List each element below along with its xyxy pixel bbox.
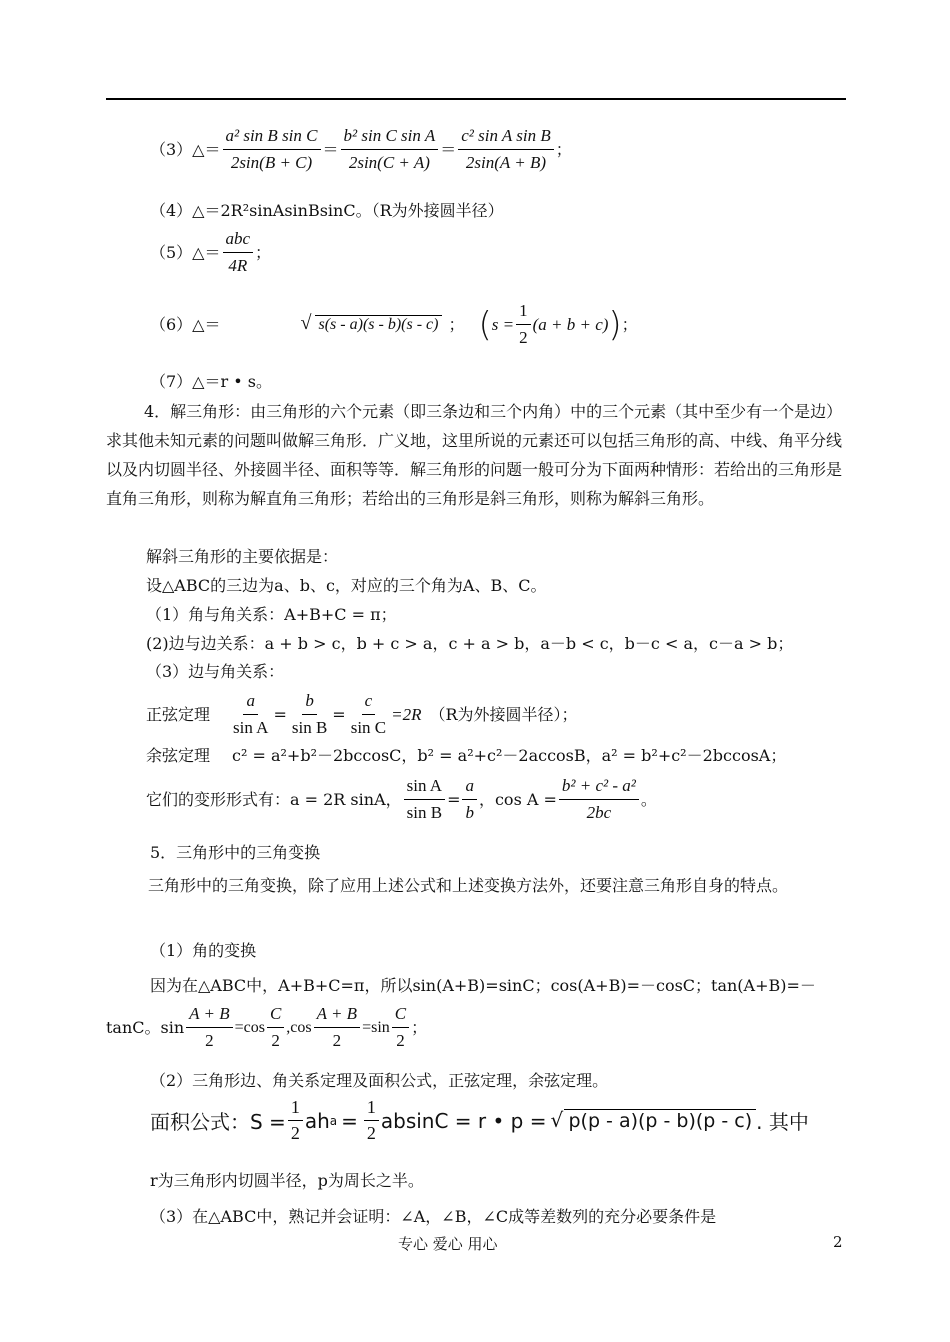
transform-2: （2）三角形边、角关系定理及面积公式，正弦定理，余弦定理。 — [150, 1071, 609, 1090]
transform-1: （1）角的变换 — [150, 941, 257, 960]
fraction: $\frac{\text{a² sin B sin C}}{2\sin(B + C)}$ — [223, 125, 321, 174]
formula-3: （3）△＝ $\frac{\text{a² sin B sin C}}{2\sin(B + C)}$ ＝ $\frac{\text{b² sin C sin A}}{2\sin(C + A)}$ ＝ $\frac{\text{c² sin A sin B}}{2\sin(A + B)}$ ； — [150, 126, 572, 172]
fraction: $\frac{\text{b² + c² - a²}}{2bc}$ — [559, 775, 639, 824]
sqrt-expression: √ s(s - a)(s - b)(s - c) — [301, 314, 443, 336]
fraction: $\frac{C}{2}$ — [392, 1003, 409, 1052]
fraction: $\frac{A + B}{2}$ — [186, 1003, 232, 1052]
page-number: 2 — [833, 1233, 843, 1251]
formula-5: （5）△＝ $\frac{\text{abc}}{4R}$ ； — [150, 229, 272, 275]
fraction: $\frac{1}{2}$ — [364, 1097, 379, 1144]
fraction: $\frac{C}{2}$ — [267, 1003, 284, 1052]
fraction: $\frac{\text{b² sin C sin A}}{2\sin(C + A)}$ — [341, 125, 439, 174]
fraction: $\frac{1}{2}$ — [288, 1097, 303, 1144]
transform-1-formula: tanC。sin $\frac{A + B}{2}$ =cos $\frac{C}{2}$ ,cos $\frac{A + B}{2}$ =sin $\frac{C}{2}$ ； — [106, 1004, 428, 1050]
fraction: $\frac{a}{b}$ — [462, 775, 477, 824]
transform-1-text: 因为在△ABC中，A+B+C=π，所以sin(A+B)=sinC；cos(A+B)=－cosC；tan(A+B)=－ — [150, 976, 816, 995]
sqrt-expression: √ p(p - a)(p - b)(p - c) — [550, 1110, 756, 1132]
relation-1: （1）角与角关系：A+B+C = π； — [146, 605, 397, 624]
radius-note: r为三角形内切圆半径，p为周长之半。 — [150, 1171, 424, 1190]
setup-line: 设△ABC的三边为a、b、c，对应的三个角为A、B、C。 — [146, 576, 547, 595]
basis-heading: 解斜三角形的主要依据是： — [146, 547, 339, 566]
formula-4: （4）△＝2R²sinAsinBsinC。（R为外接圆半径） — [150, 201, 504, 220]
relation-2: (2)边与边关系：a + b > c，b + c > a，c + a > b，a－b < c，b－c < a，c－a > b； — [146, 634, 794, 653]
fraction: $\frac{\text{c² sin A sin B}}{2\sin(A + B)}$ — [458, 125, 553, 174]
transform-3: （3）在△ABC中，熟记并会证明：∠A，∠B，∠C成等差数列的充分必要条件是 — [150, 1207, 717, 1226]
section-5-paragraph: 三角形中的三角变换，除了应用上述公式和上述变换方法外，还要注意三角形自身的特点。 — [148, 876, 789, 895]
fraction: $\frac{a}{\text{sin A}}$ — [233, 691, 269, 737]
cosine-law: 余弦定理 c² = a²+b²－2bccosC，b² = a²+c²－2accosB，a² = b²+c²－2bccosA； — [146, 746, 787, 765]
section-5-title: 5．三角形中的三角变换 — [150, 843, 321, 862]
sine-law: 正弦定理 $\frac{a}{\text{sin A}}$ = $\frac{b}{\text{sin B}}$ = $\frac{c}{\text{sin C}}$ =2R （R为外接圆半径）； — [146, 691, 578, 737]
fraction: $\frac{1}{2}$ — [516, 300, 531, 349]
formula-6: （6）△＝ √ s(s - a)(s - b)(s - c) ； ( s = $\frac{1}{2}$ (a + b + c) ) ； — [150, 300, 638, 349]
area-formula: 面积公式：S = $\frac{1}{2}$ ah a = $\frac{1}{2}$ absinC = r • p = √ p(p - a)(p - b)(p - c) . 其中 — [150, 1097, 809, 1144]
fraction: $\frac{b}{\text{sin B}}$ — [291, 691, 328, 737]
fraction: $\frac{A + B}{2}$ — [314, 1003, 360, 1052]
header-rule — [106, 98, 846, 100]
paragraph-4: 4．解三角形：由三角形的六个元素（即三条边和三个内角）中的三个元素（其中至少有一个是边）求其他未知元素的问题叫做解三角形．广义地，这里所说的元素还可以包括三角形的高、中线、角平分线以及内切圆半径、外接圆半径、面积等等．解三角形的问题一般可分为下面两种情形：若给出的三角形是直角三角形，则称为解直角三角形；若给出的三角形是斜三角形，则称为解斜三角形。 — [106, 402, 843, 508]
relation-3: （3）边与角关系： — [146, 662, 285, 681]
fraction: $\frac{\text{abc}}{4R}$ — [223, 228, 254, 277]
fraction: $\frac{c}{\text{sin C}}$ — [350, 691, 387, 737]
fraction: $\frac{\text{sin A}}{\text{sin B}}$ — [404, 775, 445, 824]
variant-forms: 它们的变形形式有：a = 2R sinA， $\frac{\text{sin A}}{\text{sin B}}$ = $\frac{a}{b}$ ，cos A = $\frac{\text{b² + c² - a²}}{2bc}$ 。 — [146, 776, 657, 822]
formula-7: （7）△＝r • s。 — [150, 372, 272, 391]
footer-center: 专心 爱心 用心 — [398, 1235, 498, 1253]
